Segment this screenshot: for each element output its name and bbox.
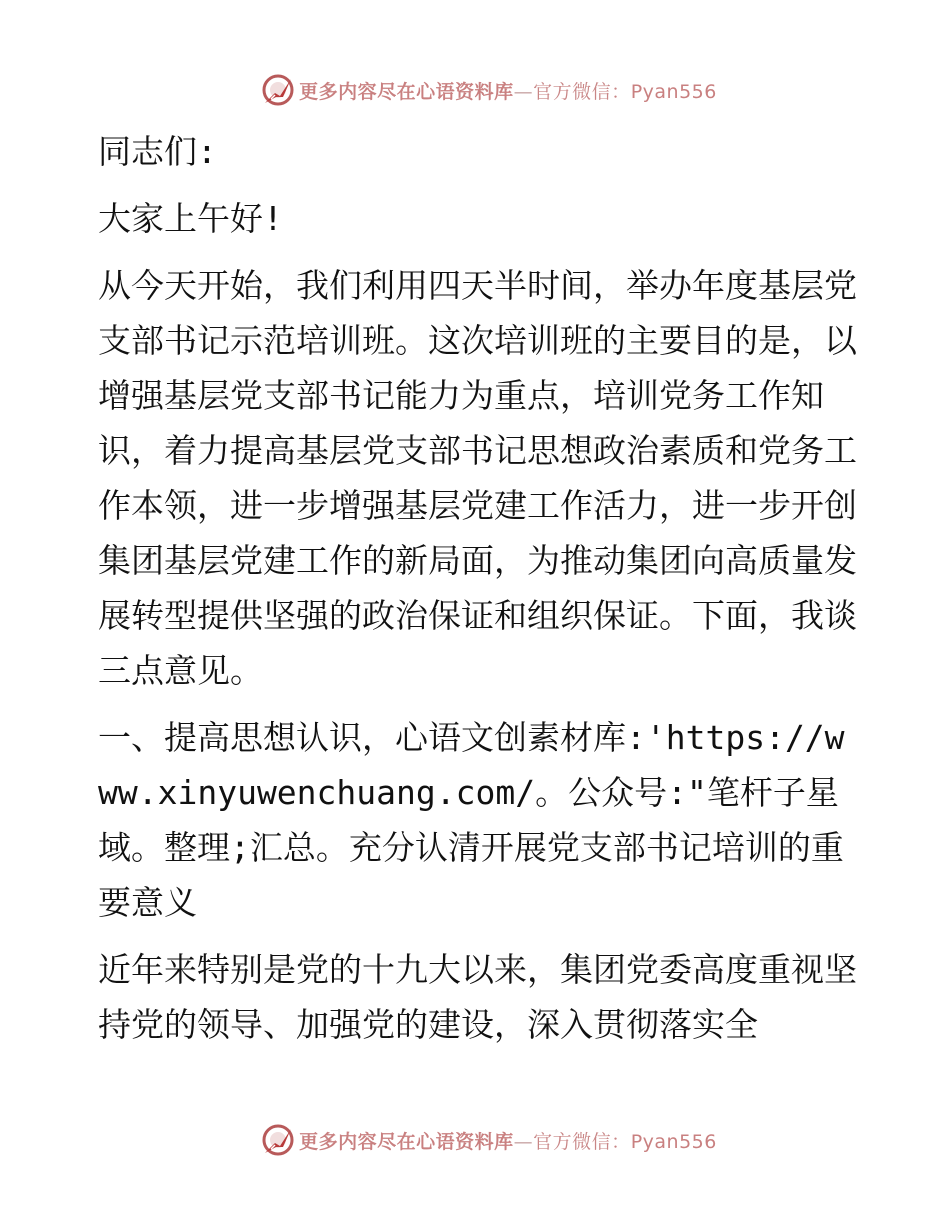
- header-watermark: [0, 70, 950, 110]
- body-paragraph: 近年来特别是党的十九大以来，集团党委高度重视坚持党的领导、加强党的建设，深入贯彻落实全: [98, 950, 857, 1044]
- watermark-separator: —: [513, 1130, 534, 1153]
- watermark-text: [299, 77, 717, 104]
- pen-logo-icon: [261, 1123, 295, 1157]
- body-paragraph: 从今天开始，我们利用四天半时间，举办年度基层党支部书记示范培训班。这次培训班的主要目的是，以增强基层党支部书记能力为重点，培训党务工作知识，着力提高基层党支部书记思想政治素质和党务工作本领，进一步增强基层党建工作活力，进一步开创集团基层党建工作的新局面，为推动集团向高质量发展转型提供坚强的政治保证和组织保证。下面，我谈三点意见。: [98, 266, 857, 690]
- watermark-separator: —: [513, 80, 534, 103]
- greeting: 大家上午好!: [98, 199, 283, 238]
- watermark-wechat-id: Pyan556: [630, 80, 717, 103]
- watermark-wechat-id: Pyan556: [630, 1130, 717, 1153]
- watermark-text: [299, 1127, 717, 1154]
- pen-logo-icon: [261, 73, 295, 107]
- watermark-site-name: 更多内容尽在心语资料库: [299, 1130, 514, 1153]
- watermark-wechat-label: 官方微信：: [533, 80, 631, 103]
- footer-watermark: [0, 1120, 950, 1160]
- salutation: 同志们:: [98, 132, 217, 171]
- document-body: [98, 124, 858, 1064]
- watermark-wechat-label: 官方微信：: [533, 1130, 631, 1153]
- watermark-site-name: 更多内容尽在心语资料库: [299, 80, 514, 103]
- section-heading: 一、提高思想认识，心语文创素材库:'https://www.xinyuwenchuang.com/。公众号:"笔杆子星域。整理;汇总。充分认清开展党支部书记培训的重要意义: [98, 718, 845, 922]
